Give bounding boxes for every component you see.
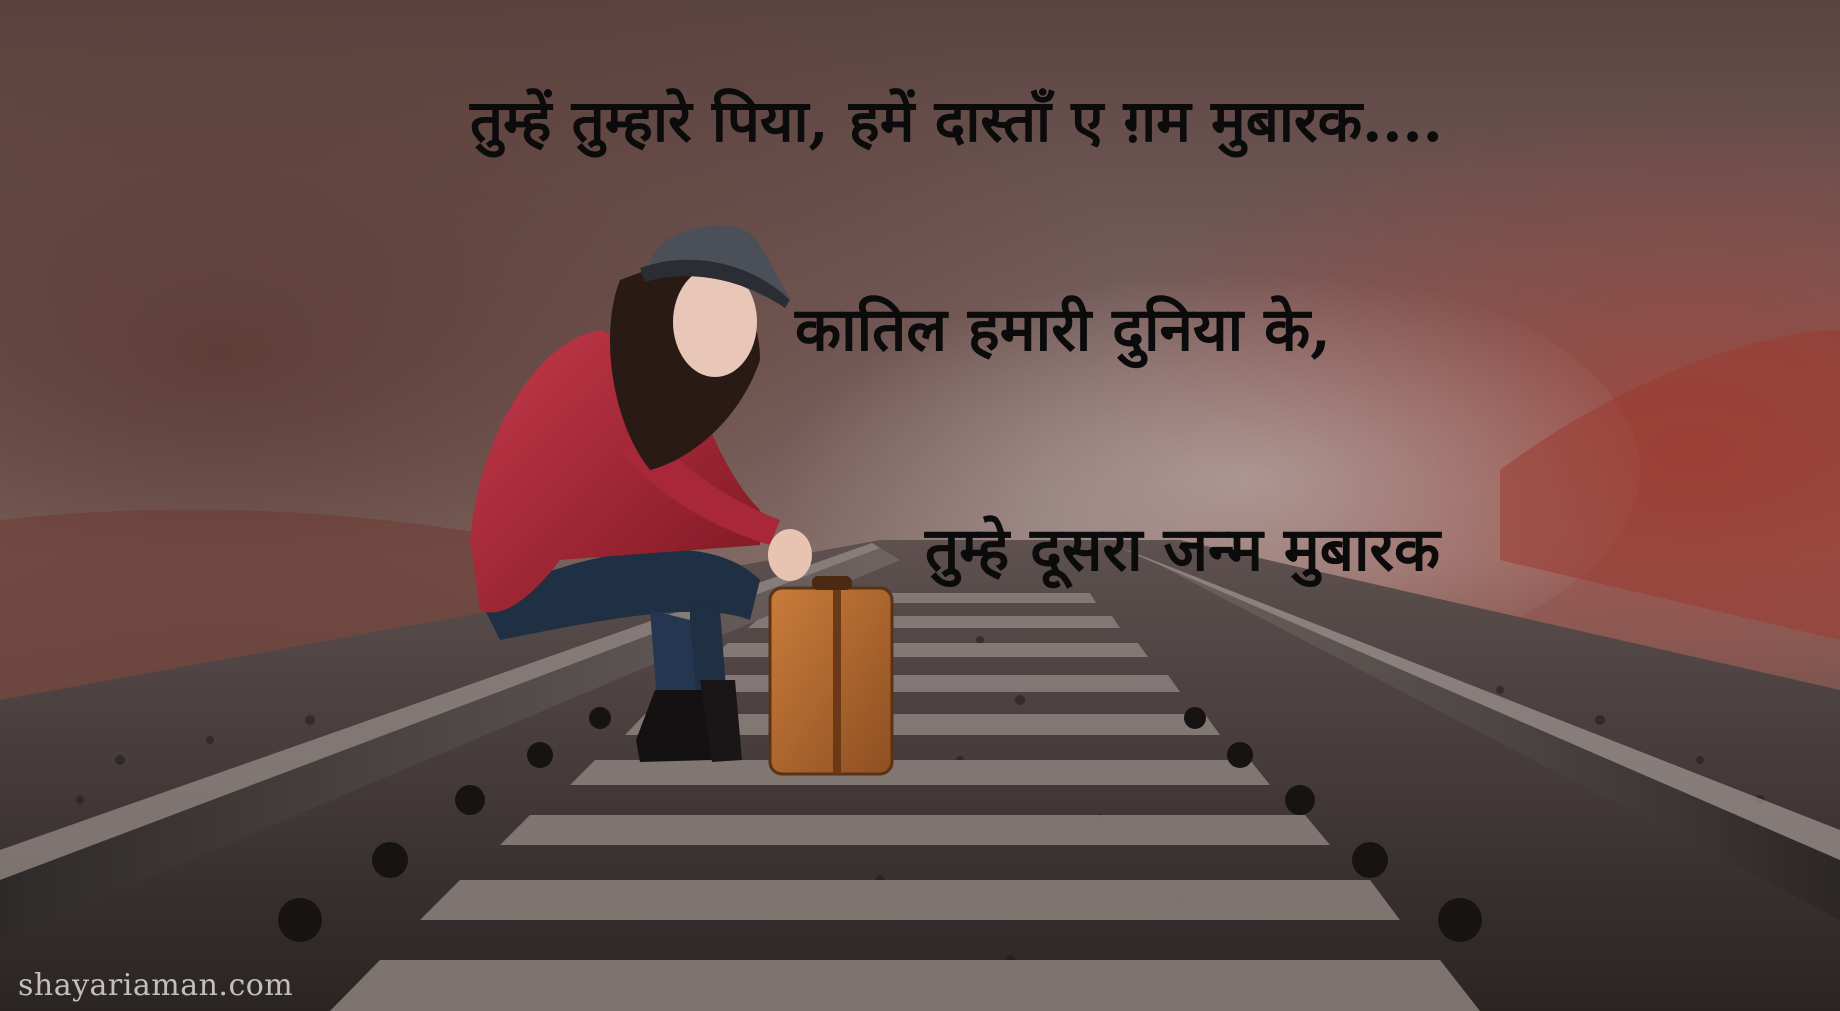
- watermark-text: shayariaman.com: [18, 968, 294, 1003]
- quote-line-1: तुम्हें तुम्हारे पिया, हमें दास्ताँ ए ग़म मुबारक....: [470, 87, 1443, 155]
- suitcase: [770, 576, 892, 774]
- quote-line-2: कातिल हमारी दुनिया के,: [795, 295, 1332, 365]
- quote-line-3: तुम्हे दूसरा जन्म मुबारक: [925, 515, 1441, 585]
